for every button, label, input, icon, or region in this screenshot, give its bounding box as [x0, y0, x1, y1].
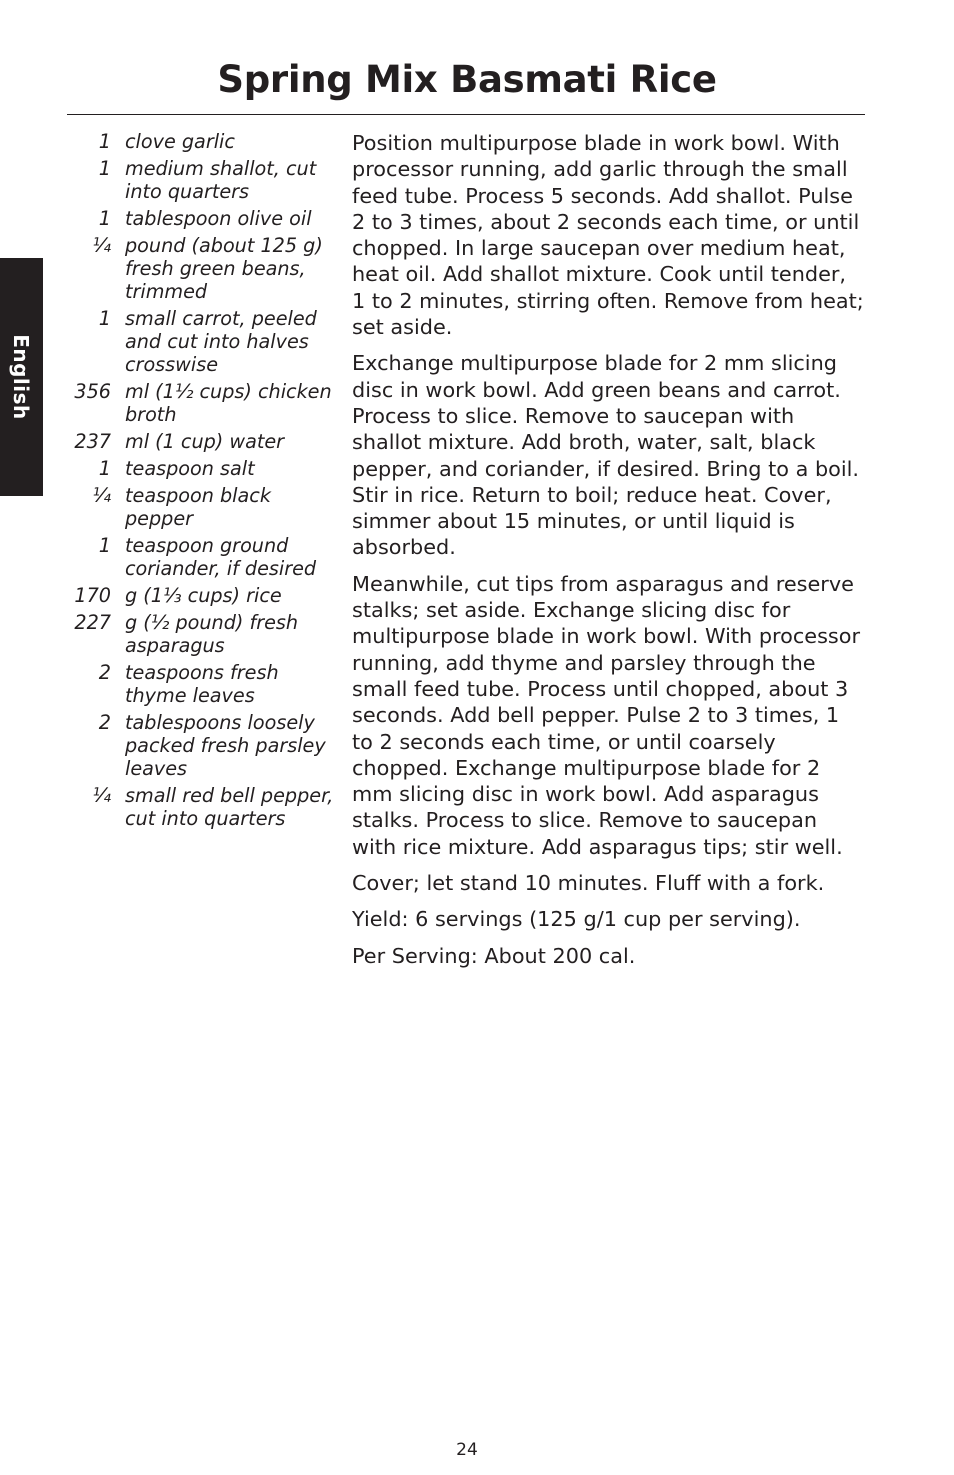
ingredient-item — [66, 130, 336, 153]
ingredient-item — [66, 380, 336, 426]
ingredient-quantity: ¼ — [92, 784, 111, 807]
ingredient-item — [66, 711, 336, 780]
ingredient-text: small red bell pepper, cut into quarters — [125, 784, 334, 830]
language-tab-label: English — [9, 334, 33, 420]
method-steps — [352, 130, 864, 979]
method-paragraph: Cover; let stand 10 minutes. Fluff with a fork. — [352, 871, 825, 896]
ingredient-quantity: 170 — [74, 584, 111, 607]
ingredient-text: pound (about 125 g) fresh green beans, trimmed — [125, 234, 323, 303]
recipe-title: Spring Mix Basmati Rice — [217, 58, 717, 101]
ingredient-text: ml (1½ cups) chicken broth — [125, 380, 332, 426]
ingredient-quantity: 1 — [98, 307, 111, 330]
ingredient-text: teaspoon salt — [125, 457, 255, 480]
ingredient-item — [66, 784, 336, 830]
ingredient-text: tablespoon olive oil — [125, 207, 312, 230]
ingredient-quantity: 1 — [98, 534, 111, 557]
ingredient-item — [66, 430, 336, 453]
nutrition-text: Per Serving: About 200 cal. — [352, 943, 636, 968]
method-paragraph: Exchange multipurpose blade for 2 mm slicing disc in work bowl. Add green beans and carrot. Process to slice. Remove to saucepan with shallot mixture. Add broth, water, salt, black pepper, and coriander, if desired. Bring to a boil. Stir in rice. Return to boil; reduce heat. Cover, simmer about 15 minutes, or until liquid is absorbed. — [352, 351, 860, 560]
ingredient-list — [66, 130, 336, 834]
ingredient-text: medium shallot, cut into quarters — [125, 157, 317, 203]
ingredient-item — [66, 457, 336, 480]
ingredient-quantity: 1 — [98, 207, 111, 230]
yield-text: Yield: 6 servings (125 g/1 cup per serving). — [352, 907, 801, 932]
ingredient-text: teaspoon black pepper — [125, 484, 271, 530]
ingredient-item — [66, 611, 336, 657]
ingredient-quantity: 1 — [98, 457, 111, 480]
title-divider — [67, 114, 865, 115]
method-paragraph: Meanwhile, cut tips from asparagus and reserve stalks; set aside. Exchange slicing disc for multipurpose blade in work bowl. With processor running, add thyme and parsley through the small feed tube. Process until chopped, about 3 seconds. Add bell pepper. Pulse 2 to 3 times, 1 to 2 seconds each time, or until coarsely chopped. Exchange multipurpose blade for 2 mm slicing disc in work bowl. Add asparagus stalks. Process to slice. Remove to saucepan with rice mixture. Add asparagus tips; stir well. — [352, 571, 861, 859]
ingredient-quantity: ¼ — [92, 484, 111, 507]
ingredient-quantity: 227 — [74, 611, 111, 634]
ingredient-text: ml (1 cup) water — [125, 430, 285, 453]
ingredient-text: g (½ pound) fresh asparagus — [125, 611, 299, 657]
ingredient-text: teaspoon ground coriander, if desired — [125, 534, 317, 580]
ingredient-text: tablespoons loosely packed fresh parsley leaves — [125, 711, 326, 780]
ingredient-item — [66, 484, 336, 530]
ingredient-quantity: 2 — [98, 711, 111, 734]
ingredient-quantity: 237 — [74, 430, 111, 453]
ingredient-quantity: 1 — [98, 157, 111, 180]
page-number: 24 — [456, 1440, 478, 1460]
ingredient-item — [66, 661, 336, 707]
ingredient-quantity: 2 — [98, 661, 111, 684]
ingredient-text: teaspoons fresh thyme leaves — [125, 661, 279, 707]
ingredient-text: small carrot, peeled and cut into halves crosswise — [125, 307, 317, 376]
ingredient-item — [66, 234, 336, 303]
ingredient-quantity: ¼ — [92, 234, 111, 257]
ingredient-text: clove garlic — [125, 130, 235, 153]
ingredient-item — [66, 207, 336, 230]
ingredient-item — [66, 584, 336, 607]
ingredient-quantity: 356 — [74, 380, 111, 403]
ingredient-item — [66, 307, 336, 376]
ingredient-item — [66, 534, 336, 580]
method-paragraph: Position multipurpose blade in work bowl. With processor running, add garlic through the small feed tube. Process 5 seconds. Add shallot. Pulse 2 to 3 times, about 2 seconds each time, or until chopped. In large saucepan over medium heat, heat oil. Add shallot mixture. Cook until tender, 1 to 2 minutes, stirring often. Remove from heat; set aside. — [352, 131, 864, 340]
ingredient-text: g (1⅓ cups) rice — [125, 584, 282, 607]
ingredient-item — [66, 157, 336, 203]
ingredient-quantity: 1 — [98, 130, 111, 153]
